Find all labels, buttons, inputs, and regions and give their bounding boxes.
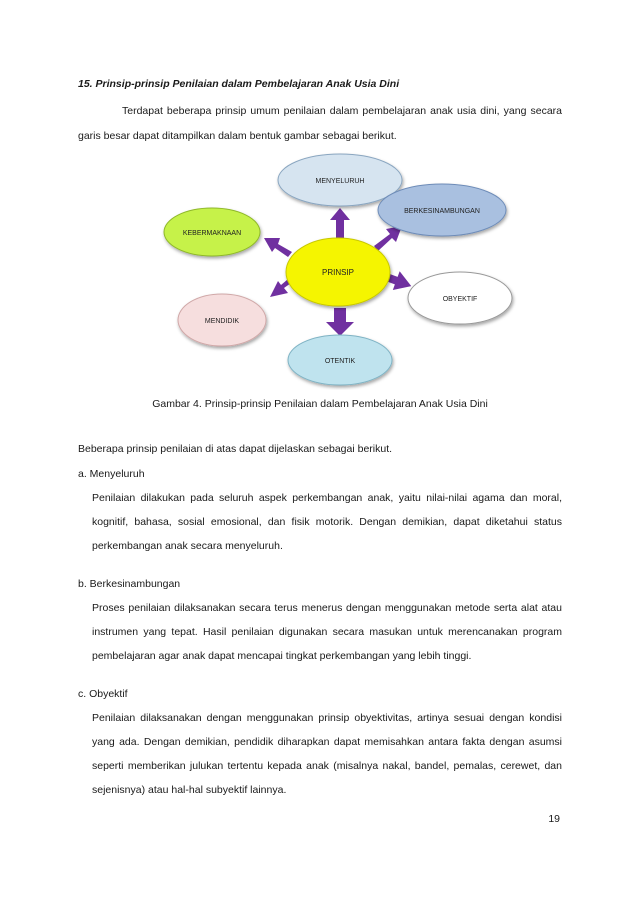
page-number: 19 bbox=[548, 813, 560, 825]
node-mendidik-label: MENDIDIK bbox=[204, 318, 240, 325]
arrow-upper-left bbox=[264, 238, 292, 257]
figure-caption: Gambar 4. Prinsip-prinsip Penilaian dalam Pembelajaran Anak Usia Dini bbox=[152, 398, 488, 410]
node-kebermaknaan-label: KEBERMAKNAAN bbox=[182, 230, 242, 237]
list-item-text: Penilaian dilakukan pada seluruh aspek perkembangan anak, yaitu nilai-nilai agama dan moral, kognitif, bahasa, sosial emosional, dan fisik motorik. Dengan demikian, dapat diketahui status perkembangan anak secara menyeluruh. bbox=[92, 492, 562, 552]
arrow-down bbox=[326, 308, 354, 336]
list-item-text: Proses penilaian dilaksanakan secara terus menerus dengan menggunakan metode serta alat atau instrumen yang tepat. Hasil penilaian digunakan secara masukan untuk merencanakan program pembelajaran agar anak dapat mencapai tingkat perkembangan yang lebih tinggi. bbox=[92, 602, 562, 662]
node-berkesinambungan-label: BERKESINAMBUNGAN bbox=[404, 208, 480, 215]
node-menyeluruh-label: MENYELURUH bbox=[315, 178, 365, 185]
list-item-text: Penilaian dilaksanakan dengan menggunakan prinsip obyektivitas, artinya sesuai dengan kondisi yang ada. Dengan demikian, pendidik diharapkan dapat memisahkan antara fakta dengan asumsi seperti memberikan julukan tertentu kepada anak (misalnya nakal, bandel, pemalas, cerewet, dan sejenisnya) atau hal-hal subyektif lainnya. bbox=[92, 712, 562, 796]
list-item-title: b. Berkesinambungan bbox=[78, 578, 181, 590]
arrow-upper-right bbox=[374, 226, 402, 251]
node-center-label: PRINSIP bbox=[321, 268, 355, 277]
intro-paragraph bbox=[78, 99, 562, 149]
list-item bbox=[78, 462, 562, 558]
list-item bbox=[78, 682, 562, 802]
intro-text: Terdapat beberapa prinsip umum penilaian dalam pembelajaran anak usia dini, yang secara garis besar dapat ditampilkan dalam bentuk gambar sebagai berikut. bbox=[78, 105, 562, 142]
list-item-title: a. Menyeluruh bbox=[78, 468, 145, 480]
principles-diagram bbox=[160, 150, 520, 390]
arrow-up bbox=[330, 208, 350, 238]
node-obyektif-label: OBYEKTIF bbox=[442, 296, 478, 303]
list-item bbox=[78, 572, 562, 668]
node-otentik-label: OTENTIK bbox=[324, 358, 356, 365]
body-text bbox=[78, 438, 562, 816]
section-heading: 15. Prinsip-prinsip Penilaian dalam Pembelajaran Anak Usia Dini bbox=[78, 78, 400, 90]
lead-paragraph: Beberapa prinsip penilaian di atas dapat dijelaskan sebagai berikut. bbox=[78, 443, 393, 455]
list-item-title: c. Obyektif bbox=[78, 688, 128, 700]
